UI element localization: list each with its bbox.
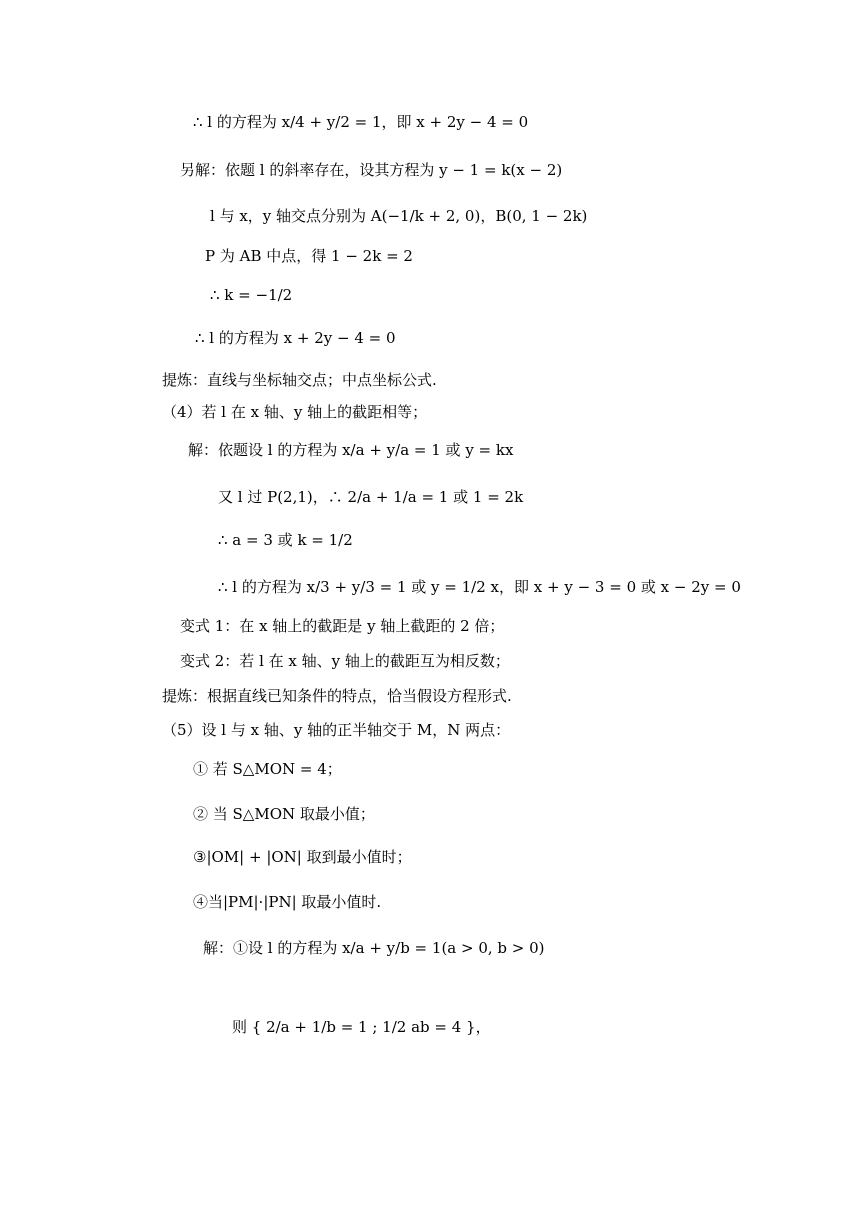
line-4: P 为 AB 中点，得 1 − 2k = 2	[205, 247, 413, 265]
line-7: 提炼：直线与坐标轴交点；中点坐标公式.	[162, 371, 437, 389]
line-2: 另解：依题 l 的斜率存在，设其方程为 y − 1 = k(x − 2)	[180, 161, 563, 179]
line-10: 又 l 过 P(2,1)，∴ 2/a + 1/a = 1 或 1 = 2k	[218, 488, 524, 506]
line-14: 变式 2：若 l 在 x 轴、y 轴上的截距互为相反数；	[180, 652, 510, 670]
line-18: ② 当 S△MON 取最小值；	[193, 805, 375, 823]
line-12: ∴ l 的方程为 x/3 + y/3 = 1 或 y = 1/2 x，即 x + y − 3 = 0 或 x − 2y = 0	[218, 578, 741, 596]
line-19: ③|OM| + |ON| 取到最小值时；	[193, 848, 412, 866]
line-21: 解：①设 l 的方程为 x/a + y/b = 1(a > 0, b > 0)	[203, 939, 545, 957]
line-11: ∴ a = 3 或 k = 1/2	[218, 531, 353, 549]
line-8: （4）若 l 在 x 轴、y 轴上的截距相等；	[162, 403, 428, 421]
line-13: 变式 1：在 x 轴上的截距是 y 轴上截距的 2 倍；	[180, 617, 505, 635]
line-16: （5）设 l 与 x 轴、y 轴的正半轴交于 M，N 两点：	[162, 721, 511, 739]
line-15: 提炼：根据直线已知条件的特点，恰当假设方程形式.	[162, 687, 512, 705]
line-5: ∴ k = −1/2	[210, 286, 293, 304]
line-3: l 与 x，y 轴交点分别为 A(−1/k + 2, 0)，B(0, 1 − 2k)	[210, 207, 588, 225]
line-20: ④当|PM|·|PN| 取最小值时.	[193, 893, 382, 911]
line-6: ∴ l 的方程为 x + 2y − 4 = 0	[195, 329, 396, 347]
line-1: ∴ l 的方程为 x/4 + y/2 = 1，即 x + 2y − 4 = 0	[193, 113, 529, 131]
line-9: 解：依题设 l 的方程为 x/a + y/a = 1 或 y = kx	[188, 441, 514, 459]
line-22: 则 { 2/a + 1/b = 1 ; 1/2 ab = 4 }，	[232, 1018, 491, 1036]
line-17: ① 若 S△MON = 4；	[193, 760, 342, 778]
